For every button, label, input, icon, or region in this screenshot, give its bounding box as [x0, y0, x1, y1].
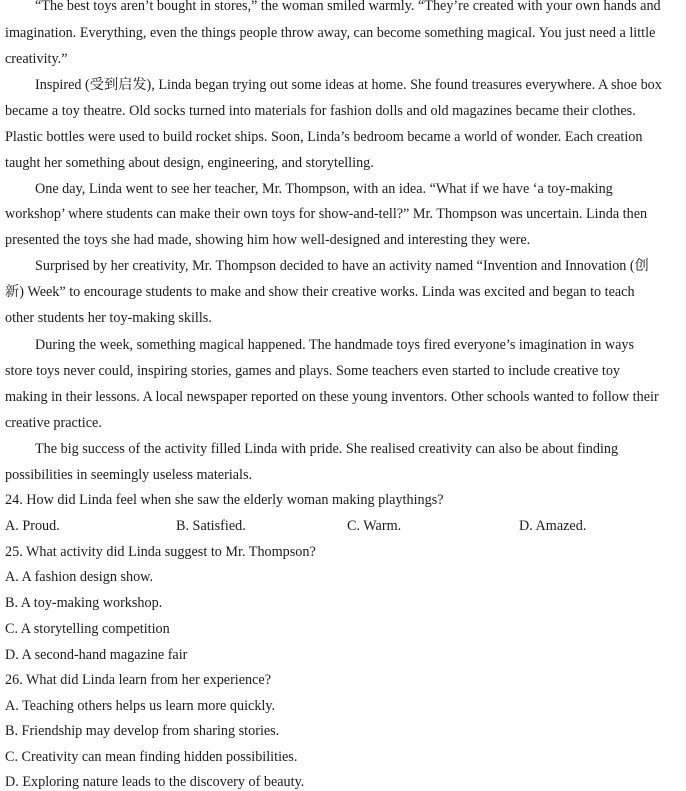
answer-option: C. A storytelling competition — [5, 621, 170, 637]
passage-line: taught her something about design, engineering, and storytelling. — [5, 155, 374, 171]
answer-option: B. A toy-making workshop. — [5, 595, 163, 611]
answer-option: C. Creativity can mean finding hidden possibilities. — [5, 749, 298, 765]
passage-line: making in their lessons. A local newspaper reported on these young inventors. Other schools wanted to follow their — [5, 389, 659, 405]
answer-option: A. A fashion design show. — [5, 569, 154, 585]
passage-line: creative practice. — [5, 415, 102, 431]
passage-line: Plastic bottles were used to build rocket ships. Soon, Linda’s bedroom became a world of wonder. Each creation — [5, 129, 643, 145]
passage-line: 新) Week” to encourage students to make and show their creative works. Linda was excited and began to teach — [5, 284, 635, 300]
passage-line: Inspired (受到启发), Linda began trying out some ideas at home. She found treasures everywhere. A shoe box — [35, 77, 662, 93]
passage-line: During the week, something magical happened. The handmade toys fired everyone’s imagination in ways — [35, 337, 634, 353]
passage-line: The big success of the activity filled Linda with pride. She realised creativity can also be about finding — [35, 441, 619, 457]
passage-line: store toys never could, inspiring stories, games and plays. Some teachers even started to include creative toy — [5, 363, 621, 379]
passage-line: other students her toy-making skills. — [5, 310, 212, 326]
passage-line: “The best toys aren’t bought in stores,” the woman smiled warmly. “They’re created with your own hands and — [35, 0, 661, 14]
passage-line: workshop’ where students can make their own toys for show-and-tell?” Mr. Thompson was uncertain. Linda then — [5, 206, 648, 222]
passage-line: became a toy theatre. Old socks turned into materials for fashion dolls and old magazines became their clothes. — [5, 103, 636, 119]
question-stem: 26. What did Linda learn from her experience? — [5, 672, 272, 688]
passage-line: presented the toys she had made, showing him how well-designed and interesting they were. — [5, 232, 531, 248]
passage-line: One day, Linda went to see her teacher, Mr. Thompson, with an idea. “What if we have ‘a toy-making — [35, 181, 613, 197]
question-stem: 25. What activity did Linda suggest to Mr. Thompson? — [5, 544, 316, 560]
answer-option: A. Proud. — [5, 518, 60, 534]
passage-line: imagination. Everything, even the things people throw away, can become something magical. You just need a little — [5, 25, 656, 41]
question-stem: 24. How did Linda feel when she saw the elderly woman making playthings? — [5, 492, 444, 508]
answer-option: D. A second-hand magazine fair — [5, 647, 188, 663]
passage-line: possibilities in seemingly useless materials. — [5, 467, 253, 483]
answer-option: B. Friendship may develop from sharing stories. — [5, 723, 280, 739]
answer-option: A. Teaching others helps us learn more quickly. — [5, 698, 276, 714]
answer-option: B. Satisfied. — [176, 518, 246, 534]
answer-option: D. Exploring nature leads to the discovery of beauty. — [5, 774, 305, 790]
answer-option: D. Amazed. — [519, 518, 587, 534]
answer-option: C. Warm. — [347, 518, 402, 534]
passage-line: Surprised by her creativity, Mr. Thompson decided to have an activity named “Invention and Innovation (创 — [35, 258, 649, 274]
passage-line: creativity.” — [5, 51, 68, 67]
